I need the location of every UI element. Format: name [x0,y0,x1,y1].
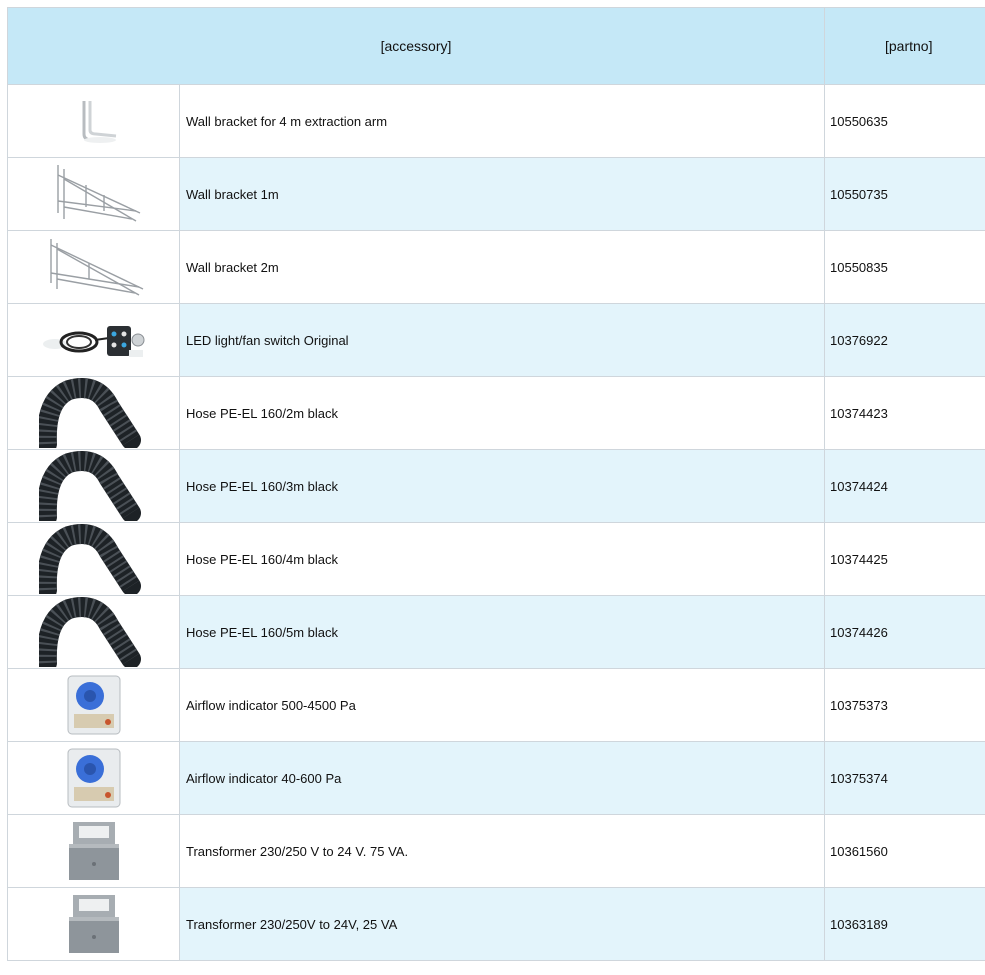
table-row [8,523,985,596]
accessory-description: Wall bracket for 4 m extraction arm [180,85,825,158]
accessory-table [7,7,985,961]
product-image-cell [8,523,180,596]
table-row [8,815,985,888]
product-image-cell [8,231,180,304]
transformer-icon [67,891,121,957]
part-number: 10375374 [825,742,985,815]
table-row [8,158,985,231]
table-row [8,742,985,815]
hose-icon [39,378,149,448]
table-row [8,596,985,669]
airflow-indicator-icon [64,745,124,811]
led-switch-icon [39,318,149,362]
table-row [8,231,985,304]
product-image-cell [8,158,180,231]
product-image-cell [8,669,180,742]
product-image-cell [8,304,180,377]
accessory-description: Transformer 230/250V to 24V, 25 VA [180,888,825,961]
part-number: 10550835 [825,231,985,304]
accessory-description: Airflow indicator 500-4500 Pa [180,669,825,742]
accessory-description: Transformer 230/250 V to 24 V. 75 VA. [180,815,825,888]
transformer-icon [67,818,121,884]
wall-bracket-1m-icon [44,161,144,227]
accessory-description: Hose PE-EL 160/2m black [180,377,825,450]
part-number: 10374424 [825,450,985,523]
part-number: 10376922 [825,304,985,377]
accessory-description: Hose PE-EL 160/4m black [180,523,825,596]
table-row [8,377,985,450]
table-row [8,85,985,158]
part-number: 10550735 [825,158,985,231]
hose-icon [39,597,149,667]
table-row [8,669,985,742]
hose-icon [39,524,149,594]
partno-header: [partno] [825,8,985,85]
product-image-cell [8,742,180,815]
product-image-cell [8,377,180,450]
hose-icon [39,451,149,521]
accessory-description: Hose PE-EL 160/3m black [180,450,825,523]
part-number: 10363189 [825,888,985,961]
airflow-indicator-icon [64,672,124,738]
accessory-description: LED light/fan switch Original [180,304,825,377]
part-number: 10374426 [825,596,985,669]
product-image-cell [8,596,180,669]
part-number: 10550635 [825,85,985,158]
accessory-description: Wall bracket 2m [180,231,825,304]
product-image-cell [8,450,180,523]
wall-bracket-2m-icon [39,235,149,299]
product-image-cell [8,888,180,961]
part-number: 10361560 [825,815,985,888]
table-row [8,888,985,961]
accessory-description: Hose PE-EL 160/5m black [180,596,825,669]
table-row [8,450,985,523]
table-header-row [8,8,985,85]
accessory-description: Wall bracket 1m [180,158,825,231]
product-image-cell [8,85,180,158]
accessory-header: [accessory] [8,8,825,85]
accessory-description: Airflow indicator 40-600 Pa [180,742,825,815]
table-row [8,304,985,377]
part-number: 10374423 [825,377,985,450]
part-number: 10375373 [825,669,985,742]
product-image-cell [8,815,180,888]
wall-bracket-small-icon [64,96,124,146]
part-number: 10374425 [825,523,985,596]
